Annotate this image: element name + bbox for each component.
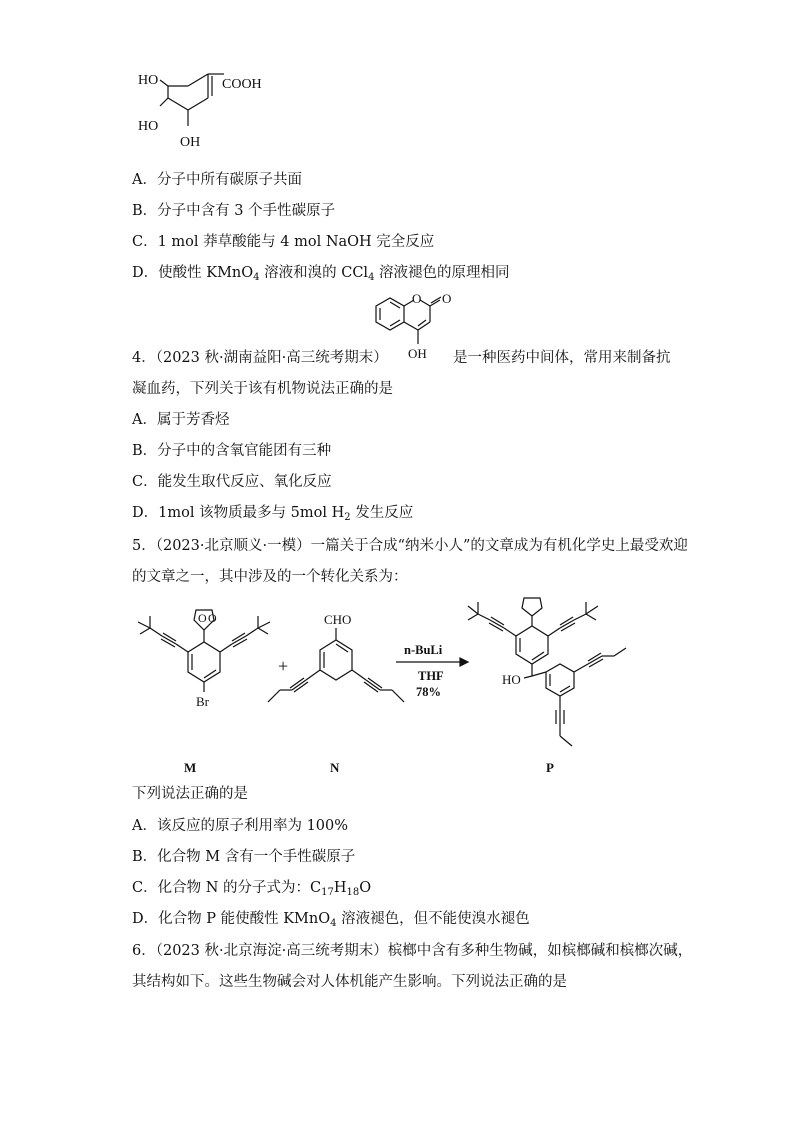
q5-option-a[interactable]: A．该反应的原子利用率为 100% — [132, 818, 349, 834]
q4-stem-pre: 4．（2023 秋·湖南益阳·高三统考期末） — [132, 350, 388, 366]
ring-oxygen: O — [412, 291, 422, 306]
q4-option-b[interactable]: B．分子中的含氧官能团有三种 — [132, 443, 332, 459]
q4-stem-line2: 凝血药，下列关于该有机物说法正确的是 — [132, 381, 393, 397]
q5-question: 下列说法正确的是 — [132, 786, 248, 802]
q3-option-b[interactable]: B．分子中含有 3 个手性碳原子 — [132, 203, 336, 219]
q5-stem-line2: 的文章之一，其中涉及的一个转化关系为： — [132, 569, 408, 585]
compound-m-ring — [188, 642, 220, 682]
hydroxy-label: OH — [408, 346, 427, 361]
q4-option-a[interactable]: A．属于芳香烃 — [132, 412, 230, 428]
reagent-thf: THF — [418, 669, 444, 683]
carbonyl-oxygen: O — [442, 291, 452, 306]
label-n: N — [330, 760, 340, 775]
q6-stem-line2: 其结构如下。这些生物碱会对人体机能产生影响。下列说法正确的是 — [132, 974, 567, 990]
shikimic-acid-structure — [132, 62, 282, 157]
q4-option-d[interactable]: D．1mol 该物质最多与 5mol $H_2$ 发生反应 — [132, 505, 414, 523]
m-oxygen-2: O — [208, 611, 217, 625]
n-aldehyde: CHO — [324, 612, 352, 627]
q5-stem-line1: 5．（2023·北京顺义·一模）一篇关于合成“纳米小人”的文章成为有机化学史上最受欢迎 — [132, 538, 688, 554]
q3-option-d[interactable]: D．使酸性 KMnO$_4$ 溶液和溴的 CCl$_4$ 溶液褪色的原理相同 — [132, 265, 510, 283]
q5-option-b[interactable]: B．化合物 M 含有一个手性碳原子 — [132, 849, 356, 865]
oh-label: OH — [180, 135, 201, 150]
q4-stem-post: 是一种医药中间体，常用来制备抗 — [453, 350, 671, 366]
reagent-nbuli: n-BuLi — [404, 643, 443, 657]
ho-label-2: HO — [138, 119, 159, 134]
reagent-yield: 78% — [416, 685, 441, 699]
plus-sign: + — [278, 656, 289, 676]
q3-option-c[interactable]: C．1 mol 莽草酸能与 4 mol NaOH 完全反应 — [132, 234, 435, 250]
q6-stem-line1: 6．（2023 秋·北京海淀·高三统考期末）槟榔中含有多种生物碱，如槟榔碱和槟榔次碱， — [132, 943, 693, 959]
ho-label-1: HO — [138, 73, 159, 88]
m-oxygen-1: O — [198, 611, 207, 625]
q5-option-d[interactable]: D．化合物 P 能使酸性 KMnO$_4$ 溶液褪色，但不能使溴水褪色 — [132, 911, 530, 929]
q5-option-c[interactable]: C．化合物 N 的分子式为：$C_{17}H_{18}O$ — [132, 880, 372, 898]
m-bromine: Br — [196, 694, 209, 709]
cooh-label: COOH — [222, 77, 262, 92]
p-hydroxy: HO — [502, 672, 521, 687]
reaction-scheme — [128, 592, 668, 777]
label-p: P — [546, 760, 554, 775]
q3-option-a[interactable]: A．分子中所有碳原子共面 — [132, 172, 302, 188]
label-m: M — [184, 760, 197, 775]
q4-option-c[interactable]: C．能发生取代反应、氧化反应 — [132, 474, 332, 490]
